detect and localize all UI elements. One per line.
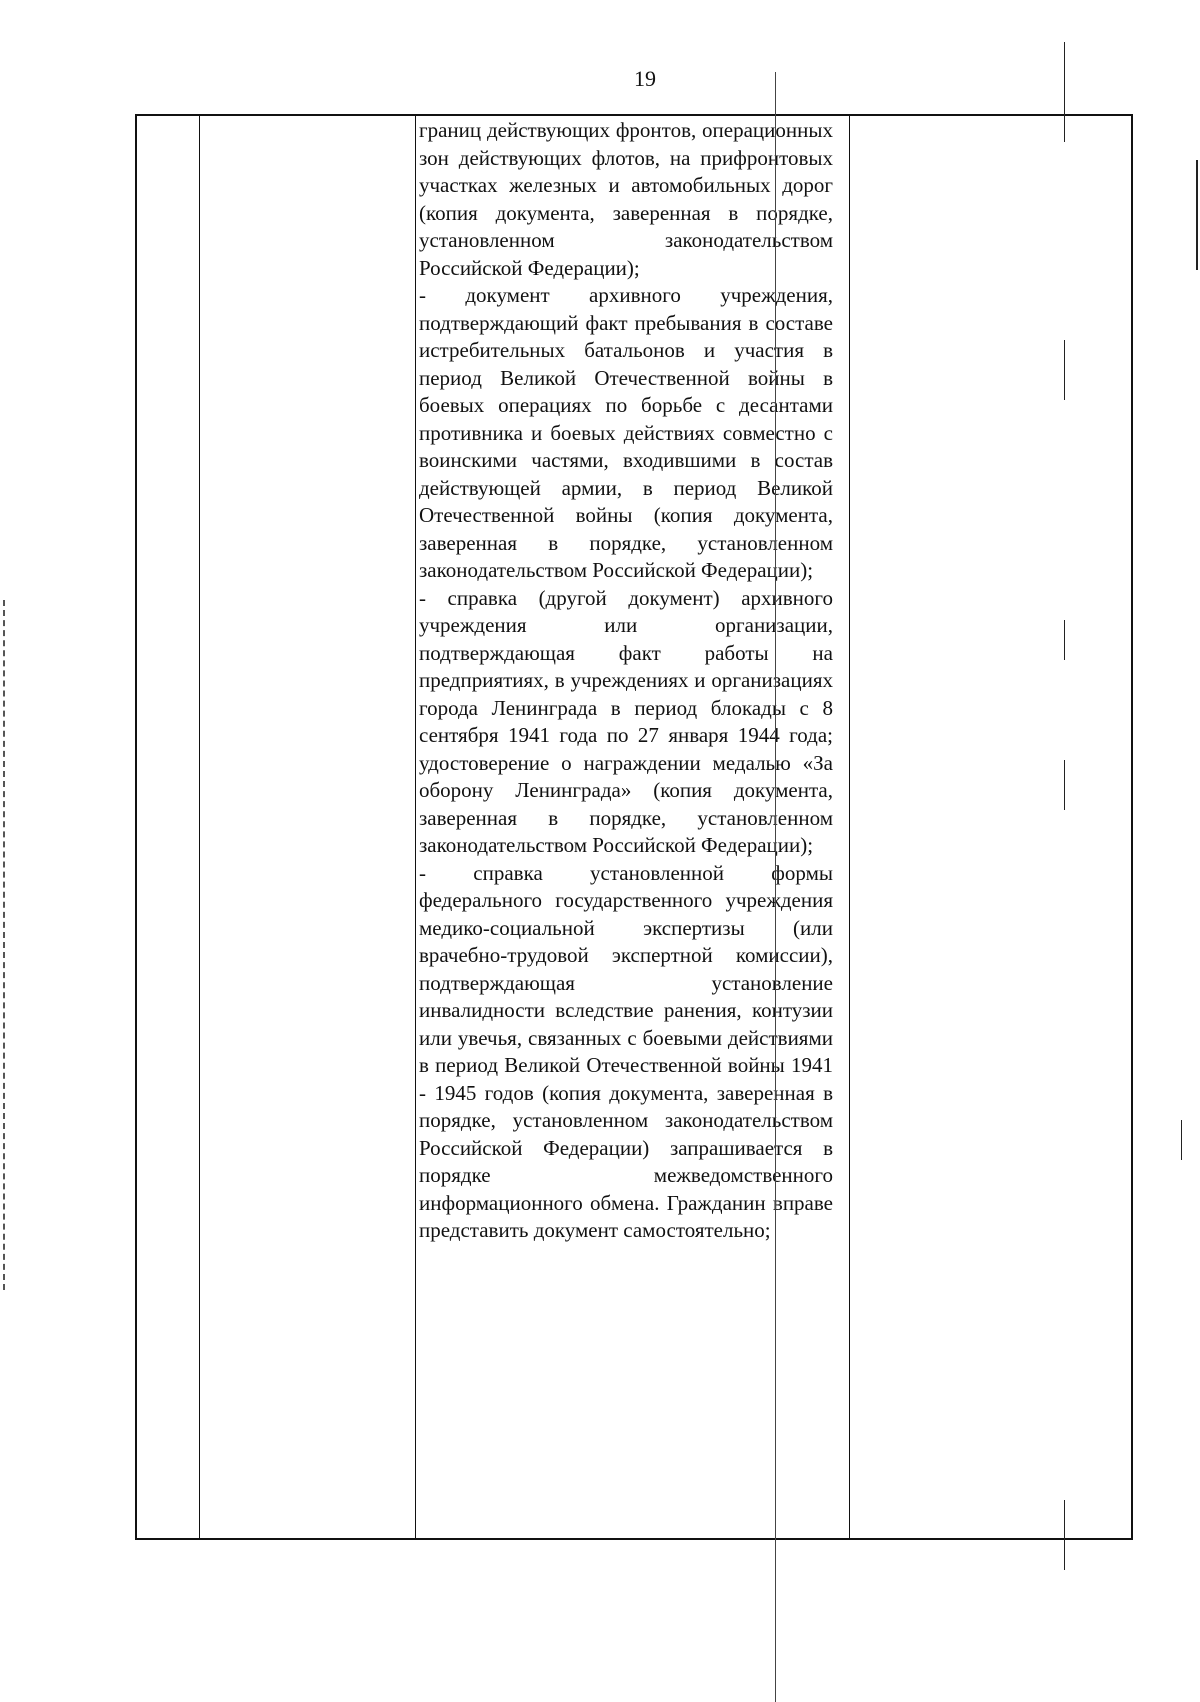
scan-line-artifact — [1064, 340, 1065, 400]
paragraph-continuation: границ действующих фронтов, операционных зон действующих флотов, на прифронтовых участках железных и автомобильных дорог (копия документа, заверенная в порядке, установленном законодательством Российской Федерации); — [419, 118, 833, 280]
scan-line-artifact — [1196, 160, 1198, 270]
scan-line-artifact — [775, 72, 776, 1702]
scan-line-artifact — [1064, 1500, 1065, 1570]
paragraph-leningrad-certificate: - справка (другой документ) архивного учреждения или организации, подтверждающая факт работы на предприятиях, в учреждениях и организациях города Ленинграда в период блокады с 8 сентября 1941 года по 27 января 1944 года; удостоверение о награждении медалью «За оборону Ленинграда» (копия документа, заверенная в порядке, установленном законодательством Российской Федерации); — [419, 585, 833, 857]
document-table — [135, 114, 1133, 1540]
page-number: 19 — [634, 66, 656, 91]
column-divider-1 — [199, 116, 200, 1538]
scan-line-artifact — [1064, 620, 1065, 660]
scan-line-artifact — [1064, 760, 1065, 810]
column-divider-3 — [849, 116, 850, 1538]
paragraph-disability-certificate: - справка установленной формы федерального государственного учреждения медико-социальной экспертизы (или врачебно-трудовой экспертной комиссии), подтверждающая установление инвалидности вследствие ранения, контузии или увечья, связанных с боевыми действиями в период Великой Отечественной войны 1941 - 1945 годов (копия документа, заверенная в порядке, установленном законодательством Российской Федерации) запрашивается в порядке межведомственного информационного обмена. Гражданин вправе представить документ самостоятельно; — [419, 860, 833, 1242]
scan-line-artifact — [1181, 1120, 1182, 1160]
scan-edge-artifact — [3, 600, 5, 1290]
paragraph-archive-document: - документ архивного учреждения, подтверждающий факт пребывания в составе истребительных батальонов и участия в период Великой Отечественной войны в боевых операциях по борьбе с десантами противника и боевых действиях совместно с воинскими частями, входившими в состав действующей армии, в период Великой Отечественной войны (копия документа, заверенная в порядке, установленном законодательством Российской Федерации); — [419, 283, 833, 582]
document-list-cell — [419, 117, 833, 1245]
column-divider-2 — [415, 116, 416, 1538]
scan-line-artifact — [1064, 42, 1065, 142]
